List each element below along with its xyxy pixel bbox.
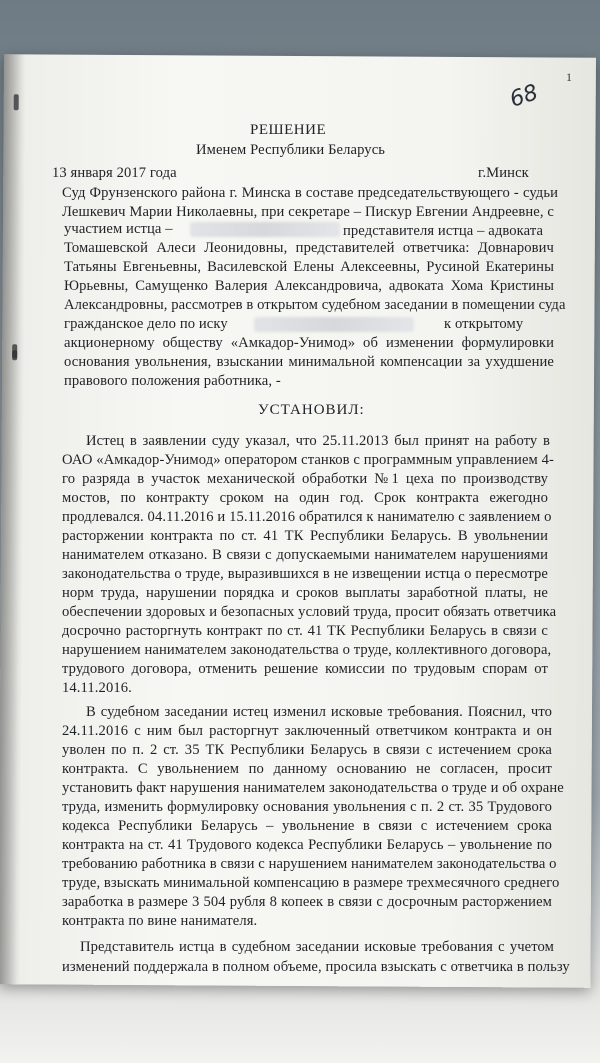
paragraph-line: контракта. С увольнением по данному основанию не согласен, просит <box>62 761 552 777</box>
corner-mark: 1 <box>566 70 572 84</box>
paragraph-line: обеспечении здоровых и безопасных условий труда, просит обязать ответчика <box>62 604 557 620</box>
intro-line: гражданское дело по иску <box>64 316 228 332</box>
intro-line: Татьяны Евгеньевны, Василевской Елены Алексеевны, Русиной Екатерины <box>64 259 554 275</box>
intro-line: Юрьевны, Самущенко Валерия Александровича, адвоката Хома Кристины <box>64 278 554 294</box>
paragraph-line: расторжении контракта по ст. 41 ТК Республики Беларусь. В увольнении <box>62 528 548 544</box>
decision-city: г.Минск <box>478 165 529 181</box>
paragraph-line: труда, изменить формулировку основания увольнения с п. 2 ст. 35 Трудового <box>62 799 552 815</box>
paragraph-line: нарушением нанимателем законодательства о труде, коллективного договора, <box>62 642 552 658</box>
paragraph-line: контракта на ст. 41 Трудового кодекса Республики Беларусь – увольнение по <box>62 837 552 853</box>
paragraph-line: уволен по п. 2 ст. 35 ТК Республики Беларусь в связи с истечением срока <box>62 742 552 758</box>
paragraph-line: Представитель истца в судебном заседании исковые требования с учетом <box>80 939 554 955</box>
redacted-name <box>190 222 340 237</box>
paragraph-line: установить факт нарушения нанимателем законодательства о труде и об охране <box>62 780 564 796</box>
intro-line: Лешкевич Марии Николаевны, при секретаре – Пискур Евгении Андреевне, с <box>62 204 554 220</box>
paragraph-line: заработка в размере 3 504 рубля 8 копеек в связи с досрочным расторжением <box>62 894 552 910</box>
intro-line: участием истца – <box>64 221 173 237</box>
handwritten-page-number: 68 <box>506 80 542 113</box>
paragraph-line: труде, взыскать минимальной компенсацию в размере трехмесячного среднего <box>62 875 560 891</box>
paragraph-line: требованию работника в связи с нарушением нанимателем законодательства о <box>62 856 557 872</box>
paragraph-line: законодательства о труде, выразившихся в не извещении истца о пересмотре <box>62 566 548 582</box>
paragraph-line: досрочно расторгнуть контракт по ст. 41 ТК Республики Беларусь в связи с <box>62 623 548 639</box>
intro-line: Томашевской Алеси Леонидовны, представителей ответчика: Довнарович <box>64 240 554 256</box>
paragraph-line: мостов, по контракту сроком на один год. Срок контракта ежегодно <box>62 490 548 506</box>
document-subtitle: Именем Республики Беларусь <box>196 142 386 158</box>
paragraph-line: 24.11.2016 с ним был расторгнут заключенный ответчиком контракта и он <box>62 723 552 739</box>
intro-line: основания увольнения, взыскании минимальной компенсации за ухудшение <box>64 354 554 370</box>
paragraph-line: В судебном заседании истец изменил исковые требования. Пояснил, что <box>86 704 552 720</box>
decision-date: 13 января 2017 года <box>52 165 177 181</box>
paragraph-line: изменений поддержала в полном объеме, просила взыскать с ответчика в пользу <box>62 959 570 975</box>
intro-line: Суд Фрунзенского района г. Минска в составе председательствующего - судьи <box>62 185 558 201</box>
paragraph-line: нанимателем отказано. В связи с допускаемыми нанимателем нарушениями <box>62 547 548 563</box>
intro-line: к открытому <box>444 316 524 332</box>
paragraph-line: 14.11.2016. <box>62 680 132 696</box>
redacted-name <box>254 317 414 332</box>
paragraph-line: Истец в заявлении суду указал, что 25.11.2013 был принят на работу в <box>86 433 550 449</box>
intro-line: акционерному обществу «Амкадор-Унимод» об изменении формулировки <box>64 335 554 351</box>
paragraph-line: контракта по вине нанимателя. <box>62 913 258 929</box>
paragraph-line: го разряда в участок механической обработки №1 цеха по производству <box>62 471 548 487</box>
intro-line: правового положения работника, - <box>64 373 281 389</box>
document-title: РЕШЕНИЕ <box>250 122 327 138</box>
paragraph-line: норм труда, нарушении порядка и сроков выплаты заработной платы, не <box>62 585 548 601</box>
intro-line: Александровны, рассмотрев в открытом судебном заседании в помещении суда <box>64 297 566 313</box>
intro-line: представителя истца – адвоката <box>343 223 544 239</box>
paragraph-line: ОАО «Амкадор-Унимод» оператором станков с программным управлением 4- <box>62 452 554 468</box>
paragraph-line: продлевался. 04.11.2016 и 15.11.2016 обратился к нанимателю с заявлением о <box>62 509 552 525</box>
paragraph-line: кодекса Республики Беларусь – увольнение в связи с истечением срока <box>62 818 552 834</box>
section-heading: УСТАНОВИЛ: <box>258 402 365 418</box>
paragraph-line: трудового договора, отменить решение комиссии по трудовым спорам от <box>62 661 548 677</box>
